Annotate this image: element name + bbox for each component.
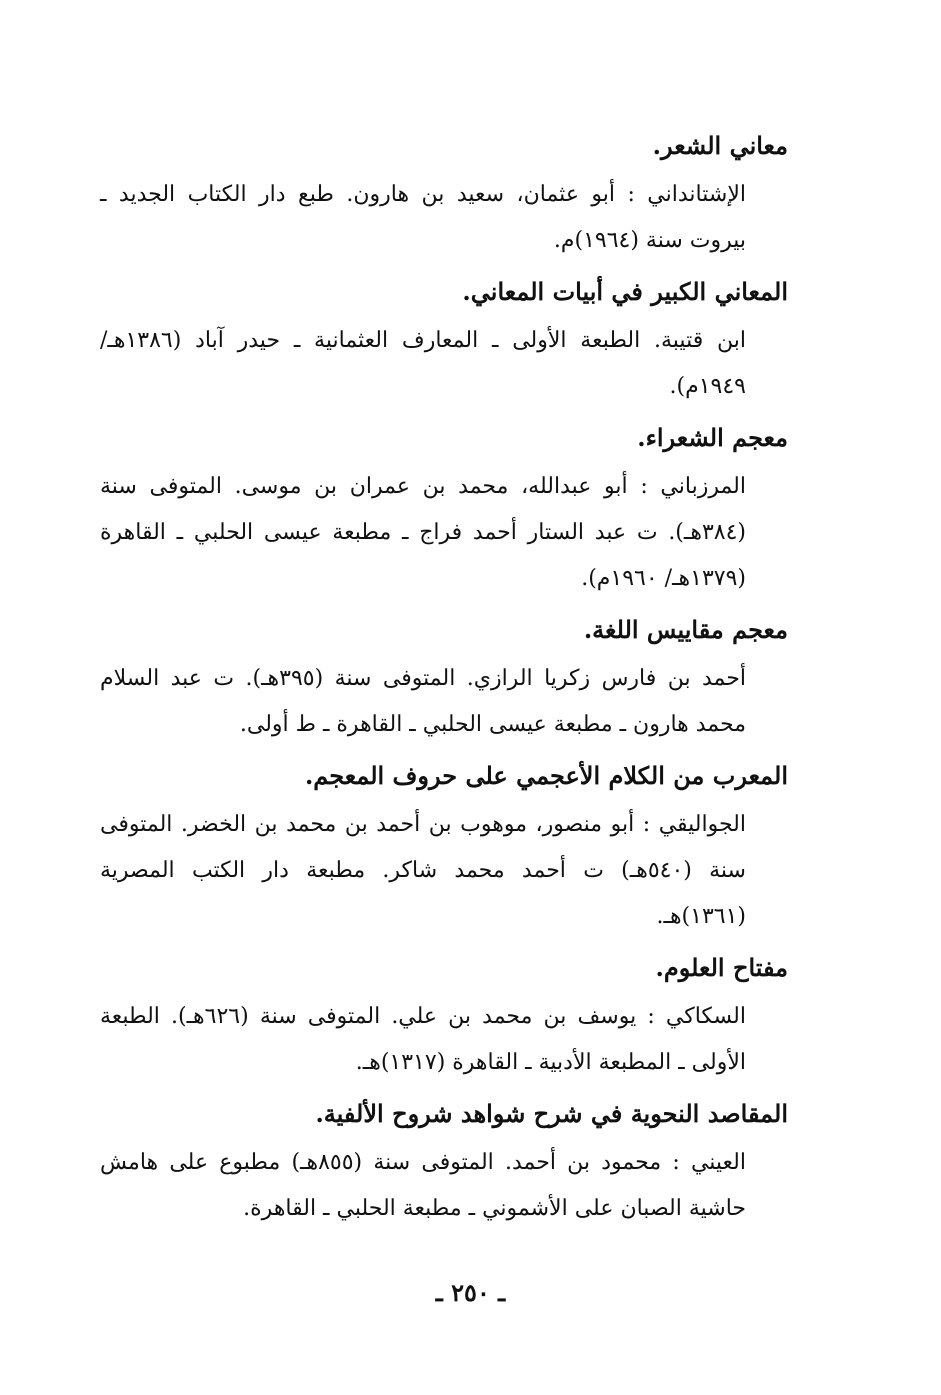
entry-title: المقاصد النحوية في شرح شواهد شروح الألفية. [315, 1099, 788, 1128]
entry-title: معجم الشعراء. [637, 423, 788, 452]
entry-body: العيني : محمود بن أحمد. المتوفى سنة (٨٥٥هـ) مطبوع على هامش حاشية الصبان على الأشموني ـ مطبعة الحلبي ـ القاهرة. [100, 1150, 746, 1221]
entry-title: مفتاح العلوم. [655, 953, 788, 982]
page-number: ـ ٢٥٠ ـ [435, 1278, 506, 1307]
bibliography-entry [100, 1092, 788, 1232]
entry-body: ابن قتيبة. الطبعة الأولى ـ المعارف العثمانية ـ حيدر آباد (١٣٨٦هـ/ ١٩٤٩م). [100, 328, 746, 399]
entry-title: معاني الشعر. [652, 131, 788, 160]
bibliography-entry [100, 608, 788, 748]
bibliography-entry [100, 416, 788, 602]
entry-title: المعاني الكبير في أبيات المعاني. [462, 277, 788, 306]
entry-body: المرزباني : أبو عبدالله، محمد بن عمران بن موسى. المتوفى سنة (٣٨٤هـ). ت عبد الستار أحمد فراج ـ مطبعة عيسى الحلبي ـ القاهرة (١٣٧٩هـ/ ١٩٦٠م). [100, 474, 746, 591]
entry-title: المعرب من الكلام الأعجمي على حروف المعجم. [304, 761, 788, 790]
bibliography-list [100, 124, 788, 1238]
bibliography-entry [100, 270, 788, 410]
entry-title: معجم مقاييس اللغة. [583, 615, 788, 644]
bibliography-entry [100, 754, 788, 940]
entry-body: أحمد بن فارس زكريا الرازي. المتوفى سنة (٣٩٥هـ). ت عبد السلام محمد هارون ـ مطبعة عيسى الحلبي ـ القاهرة ـ ط أولى. [100, 666, 746, 737]
entry-body: الإشتانداني : أبو عثمان، سعيد بن هارون. طبع دار الكتاب الجديد ـ بيروت سنة (١٩٦٤)م. [100, 182, 746, 253]
bibliography-entry [100, 946, 788, 1086]
bibliography-entry [100, 124, 788, 264]
entry-body: الجواليقي : أبو منصور، موهوب بن أحمد بن محمد بن الخضر. المتوفى سنة (٥٤٠هـ) ت أحمد محمد شاكر. مطبعة دار الكتب المصرية (١٣٦١)هـ. [100, 812, 746, 929]
entry-body: السكاكي : يوسف بن محمد بن علي. المتوفى سنة (٦٢٦هـ). الطبعة الأولى ـ المطبعة الأدبية ـ القاهرة (١٣١٧)هـ. [100, 1004, 746, 1075]
